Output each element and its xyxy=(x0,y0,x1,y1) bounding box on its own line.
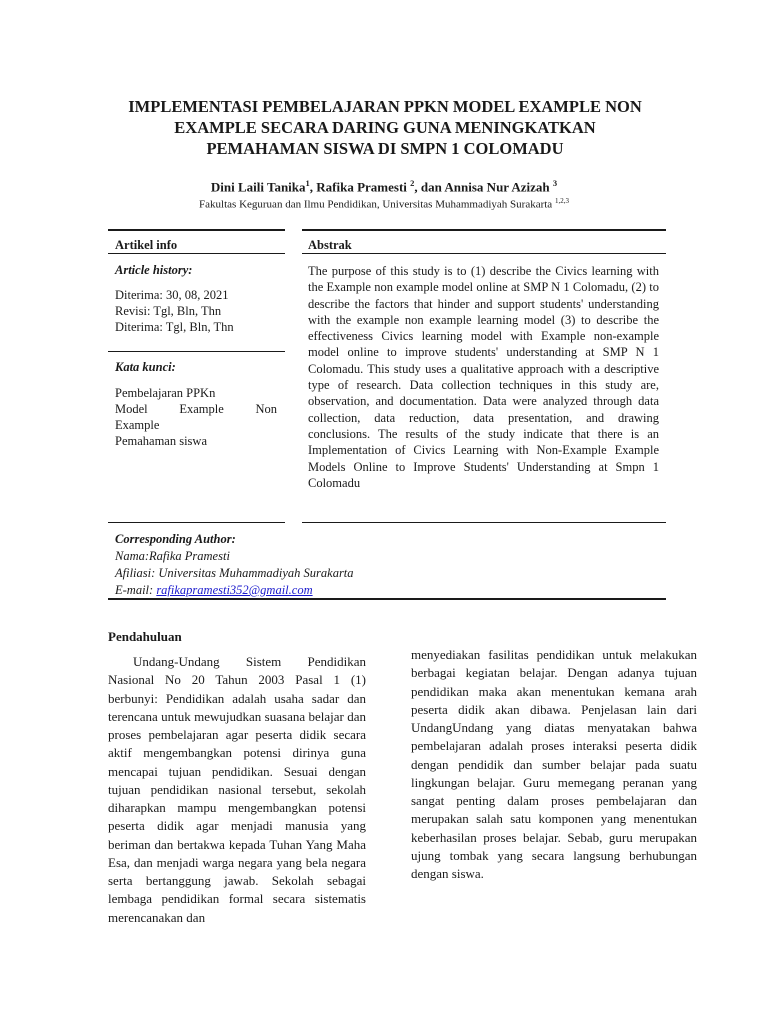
corresponding-email-line xyxy=(115,582,655,599)
keyword-line: Pembelajaran PPKn xyxy=(115,386,216,400)
article-history-heading: Article history: xyxy=(115,263,193,277)
abstract-heading: Abstrak xyxy=(308,238,352,252)
author-superscript: 1 xyxy=(305,178,310,188)
article-history-list xyxy=(115,287,285,335)
title-line: EXAMPLE SECARA DARING GUNA MENINGKATKAN xyxy=(174,118,596,137)
email-link[interactable]: rafikapramesti352@gmail.com xyxy=(156,583,313,597)
title-line: PEMAHAMAN SISWA DI SMPN 1 COLOMADU xyxy=(206,139,564,158)
corresponding-affiliation: Afiliasi: Universitas Muhammadiyah Surakarta xyxy=(115,566,354,580)
top-rule-right xyxy=(302,229,666,231)
keyword-word: Model xyxy=(115,402,148,416)
affiliation-superscript: 1,2,3 xyxy=(554,197,569,205)
paper-title xyxy=(90,96,680,159)
keyword-word: Example xyxy=(179,402,224,416)
author-name: Dini Laili Tanika xyxy=(210,179,306,195)
title-line: IMPLEMENTASI PEMBELAJARAN PPKN MODEL EXAMPLE NON xyxy=(128,97,642,116)
abstract-text: The purpose of this study is to (1) describe the Civics learning with the Example non example model online at SMP N 1 Colomadu, (2) to describe the factors that hinder and support students' understanding with the example non example learning model (3) to describe the effectiveness Civics learning model with Example non-example model online to improve students' understanding at SMP N 1 Colomadu. This study uses a qualitative approach with a descriptive type of research. Data collection techniques in this study are, observation, and documentation. Data were analyzed through data collection, data reduction, data presentation, and drawing conclusions. The results of the study indicate that there is an Implementation of Civics Learning with Non-Example Example Models Online to Improve Students' Understanding at Smpn 1 Colomadu xyxy=(308,264,659,490)
affiliation-line xyxy=(60,197,708,211)
abstract-heading-rule xyxy=(302,253,666,254)
article-info-heading: Artikel info xyxy=(115,238,178,252)
keyword-line: Pemahaman siswa xyxy=(115,434,207,448)
corresponding-name: Nama:Rafika Pramesti xyxy=(115,549,230,563)
history-bottom-rule xyxy=(108,351,285,352)
info-heading-rule xyxy=(108,253,285,254)
author-name: Annisa Nur Azizah xyxy=(444,179,553,195)
affiliation-text: Fakultas Keguruan dan Ilmu Pendidikan, Universitas Muhammadiyah Surakarta xyxy=(199,198,555,211)
corresponding-author-heading: Corresponding Author: xyxy=(115,532,236,546)
body-right-column: menyediakan fasilitas pendidikan untuk melakukan berbagai kegiatan belajar. Dengan adanya tujuan pendidikan maka akan menentukan kemana arah peserta didik akan dibawa. Penjelasan lain dari UndangUndang yang diatas menyatakan bahwa pembelajaran adalah proses interaksi peserta didik dengan pendidik dan sumber belajar pada suatu lingkungan belajar. Guru memegang peranan yang sangat penting dalam proses pembelajaran dan merupakan salah satu komponen yang menentukan keberhasilan proses belajar. Sebab, guru merupakan ujung tombak yang secara langsung berhubungan dengan siswa. xyxy=(411,647,697,881)
email-label: E-mail: xyxy=(115,583,157,597)
corresponding-author-block xyxy=(115,531,655,599)
author-list xyxy=(60,178,708,195)
abstract-bottom-rule xyxy=(302,522,666,523)
author-separator: , xyxy=(309,179,317,195)
keyword-line: Example xyxy=(115,418,160,432)
author-superscript: 2 xyxy=(410,178,415,188)
author-name: Rafika Pramesti xyxy=(316,179,411,195)
keywords-bottom-rule xyxy=(108,522,285,523)
section-heading-pendahuluan: Pendahuluan xyxy=(108,629,182,644)
history-line: Revisi: Tgl, Bln, Thn xyxy=(115,304,222,318)
history-line: Diterima: 30, 08, 2021 xyxy=(115,288,229,302)
keyword-line xyxy=(115,401,277,417)
history-line: Diterima: Tgl, Bln, Thn xyxy=(115,320,234,334)
author-superscript: 3 xyxy=(552,178,558,188)
author-separator: , dan xyxy=(414,179,445,195)
top-rule-left xyxy=(108,229,285,231)
keyword-word: Non xyxy=(255,402,277,416)
keywords-heading: Kata kunci: xyxy=(115,360,176,374)
body-left-column: Undang-Undang Sistem Pendidikan Nasional No 20 Tahun 2003 Pasal 1 (1) berbunyi: Pendidikan adalah usaha sadar dan terencana untuk mewujudkan suasana belajar dan proses pembelajaran agar peserta didik secara aktif mengembangkan potensi dirinya guna mencapai tujuan pendidikan. Sesuai dengan tujuan pendidikan nasional tersebut, sekolah diharapkan mampu mengembangkan potensi peserta didik agar menjadi manusia yang beriman dan bertakwa kepada Tuhan Yang Maha Esa, dan menjadi warga negara yang bela negara serta bertanggung jawab. Sekolah sebagai lembaga pendidikan formal secara sistematis merencanakan dan xyxy=(108,654,366,925)
keywords-list xyxy=(115,385,277,449)
